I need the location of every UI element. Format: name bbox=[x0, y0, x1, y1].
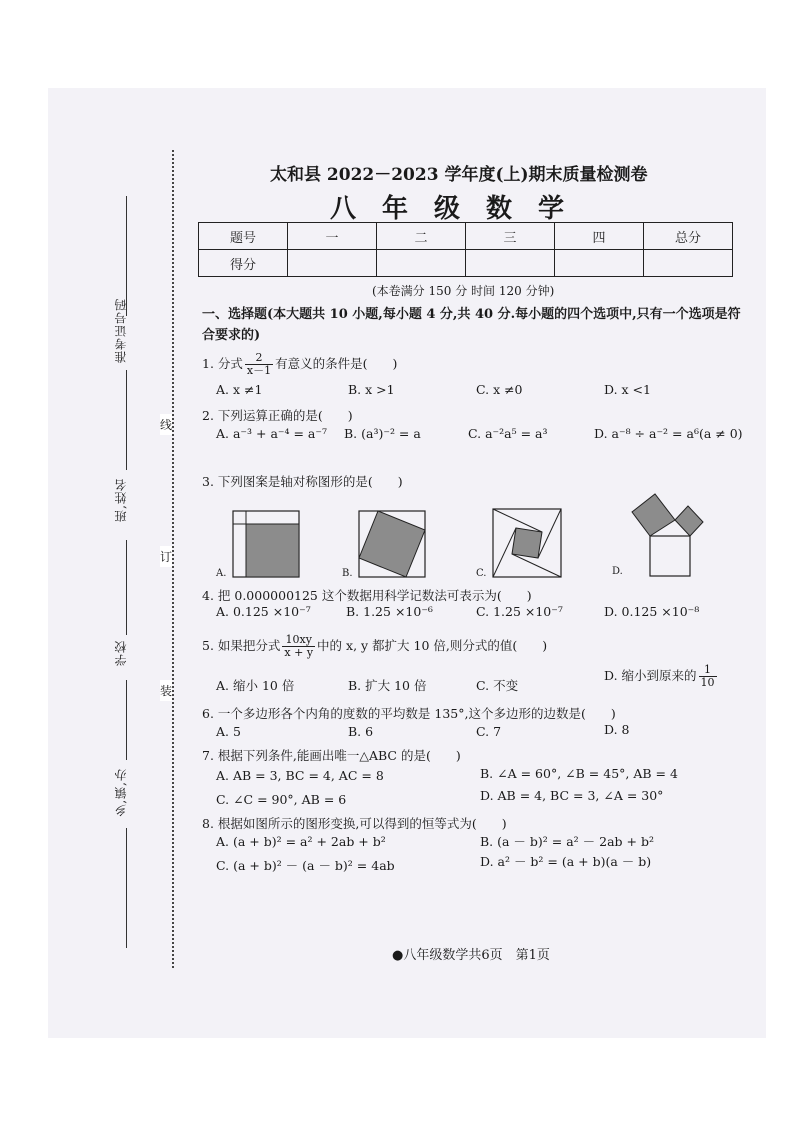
q1-num: 2 bbox=[245, 352, 273, 365]
q6-option-c[interactable]: C. 7 bbox=[476, 724, 502, 739]
q8-option-d[interactable]: D. a² － b² = (a + b)(a － b) bbox=[480, 854, 652, 869]
q5-d-num: 1 bbox=[699, 664, 717, 677]
q1-stem bbox=[202, 352, 397, 377]
q5-d-fraction bbox=[699, 664, 717, 689]
mark-ding: 订 bbox=[160, 546, 172, 567]
q5-fraction bbox=[282, 634, 315, 659]
q2-option-c[interactable]: C. a⁻²a⁵ = a³ bbox=[468, 426, 548, 441]
q5-num: 10xy bbox=[282, 634, 315, 647]
q2-stem: 2. 下列运算正确的是( ) bbox=[202, 408, 353, 423]
q1-option-d[interactable]: D. x <1 bbox=[604, 382, 651, 397]
q7-option-c[interactable]: C. ∠C = 90°, AB = 6 bbox=[216, 792, 347, 807]
subject-title: 八年级数学 bbox=[330, 194, 591, 224]
mark-zhuang: 装 bbox=[160, 680, 172, 701]
q7-option-a[interactable]: A. AB = 3, BC = 4, AC = 8 bbox=[216, 768, 384, 783]
figure-d-label[interactable]: D. bbox=[612, 566, 623, 577]
score-header-cell: 三 bbox=[466, 223, 555, 250]
q4-option-c[interactable]: C. 1.25 ×10⁻⁷ bbox=[476, 604, 563, 619]
school-line bbox=[126, 540, 127, 635]
binding-dotted-line bbox=[172, 150, 174, 968]
score-cell[interactable] bbox=[466, 250, 555, 277]
q1-option-c[interactable]: C. x ≠0 bbox=[476, 382, 523, 397]
q4-option-b[interactable]: B. 1.25 ×10⁻⁶ bbox=[346, 604, 433, 619]
figure-a-label[interactable]: A. bbox=[216, 568, 227, 579]
q5-pre: 5. 如果把分式 bbox=[202, 638, 281, 653]
score-row-label: 得分 bbox=[199, 250, 288, 277]
section-heading: 一、选择题(本大题共 10 小题,每小题 4 分,共 40 分.每小题的四个选项中,只有一个选项是符合要求的) bbox=[202, 307, 741, 343]
town-line bbox=[126, 680, 127, 760]
q2-option-b[interactable]: B. (a³)⁻² = a bbox=[344, 426, 421, 441]
score-header-cell: 四 bbox=[555, 223, 644, 250]
score-table bbox=[198, 222, 733, 277]
q5-option-a[interactable]: A. 缩小 10 倍 bbox=[216, 678, 295, 693]
name-line bbox=[126, 370, 127, 470]
page-footer: ●八年级数学共6页 第1页 bbox=[392, 948, 550, 963]
score-cell[interactable] bbox=[288, 250, 377, 277]
q1-option-a[interactable]: A. x ≠1 bbox=[216, 382, 263, 397]
figure-c-label[interactable]: C. bbox=[476, 568, 487, 579]
seat-label: 准考证号码 bbox=[114, 298, 128, 363]
q2-option-d[interactable]: D. a⁻⁸ ÷ a⁻² = a⁶(a ≠ 0) bbox=[594, 426, 743, 441]
q6-option-a[interactable]: A. 5 bbox=[216, 724, 241, 739]
q5-den: x + y bbox=[284, 646, 314, 659]
q3-stem: 3. 下列图案是轴对称图形的是( ) bbox=[202, 474, 403, 489]
q4-option-d[interactable]: D. 0.125 ×10⁻⁸ bbox=[604, 604, 700, 619]
q1-den: x－1 bbox=[246, 364, 272, 377]
figure-a bbox=[232, 510, 300, 578]
q4-stem: 4. 把 0.000000125 这个数据用科学记数法可表示为( ) bbox=[202, 588, 532, 603]
score-header-cell: 二 bbox=[377, 223, 466, 250]
q6-stem: 6. 一个多边形各个内角的度数的平均数是 135°,这个多边形的边数是( ) bbox=[202, 706, 616, 721]
figure-c bbox=[492, 508, 562, 578]
q5-d-den: 10 bbox=[700, 676, 715, 689]
score-cell[interactable] bbox=[377, 250, 466, 277]
score-cell[interactable] bbox=[644, 250, 733, 277]
q8-stem: 8. 根据如图所示的图形变换,可以得到的恒等式为( ) bbox=[202, 816, 507, 831]
q2-option-a[interactable]: A. a⁻³ + a⁻⁴ = a⁻⁷ bbox=[216, 426, 327, 441]
town-label: 乡,镇,办 bbox=[114, 768, 128, 817]
q5-option-d[interactable] bbox=[604, 664, 719, 689]
town-fill-line bbox=[126, 828, 127, 948]
q7-option-d[interactable]: D. AB = 4, BC = 3, ∠A = 30° bbox=[480, 788, 664, 803]
q1-fraction bbox=[245, 352, 273, 377]
school-label: 学校 bbox=[114, 640, 128, 666]
q8-option-b[interactable]: B. (a － b)² = a² － 2ab + b² bbox=[480, 834, 654, 849]
q4-option-a[interactable]: A. 0.125 ×10⁻⁷ bbox=[216, 604, 311, 619]
q8-option-a[interactable]: A. (a + b)² = a² + 2ab + b² bbox=[216, 834, 386, 849]
exam-note: (本卷满分 150 分 时间 120 分钟) bbox=[372, 284, 555, 298]
q5-stem bbox=[202, 634, 547, 659]
score-header-cell: 一 bbox=[288, 223, 377, 250]
score-header-cell: 总分 bbox=[644, 223, 733, 250]
q5-option-c[interactable]: C. 不变 bbox=[476, 678, 519, 693]
score-cell[interactable] bbox=[555, 250, 644, 277]
score-header-cell: 题号 bbox=[199, 223, 288, 250]
q8-option-c[interactable]: C. (a + b)² － (a － b)² = 4ab bbox=[216, 858, 395, 873]
q5-d-pre: D. 缩小到原来的 bbox=[604, 668, 697, 683]
mark-xian: 线 bbox=[160, 414, 172, 435]
figure-b bbox=[358, 510, 426, 578]
q1-option-b[interactable]: B. x >1 bbox=[348, 382, 395, 397]
q6-option-d[interactable]: D. 8 bbox=[604, 722, 630, 737]
q1-post: 有意义的条件是( ) bbox=[275, 356, 398, 371]
q7-stem: 7. 根据下列条件,能画出唯一△ABC 的是( ) bbox=[202, 748, 461, 763]
q5-option-b[interactable]: B. 扩大 10 倍 bbox=[348, 678, 427, 693]
q6-option-b[interactable]: B. 6 bbox=[348, 724, 374, 739]
name-label: 班,姓名 bbox=[114, 478, 128, 522]
figure-b-label[interactable]: B. bbox=[342, 568, 353, 579]
figure-d bbox=[628, 492, 708, 578]
q5-post: 中的 x, y 都扩大 10 倍,则分式的值( ) bbox=[317, 638, 548, 653]
exam-title: 太和县 2022－2023 学年度(上)期末质量检测卷 bbox=[270, 165, 648, 185]
q1-pre: 1. 分式 bbox=[202, 356, 243, 371]
q7-option-b[interactable]: B. ∠A = 60°, ∠B = 45°, AB = 4 bbox=[480, 766, 678, 781]
